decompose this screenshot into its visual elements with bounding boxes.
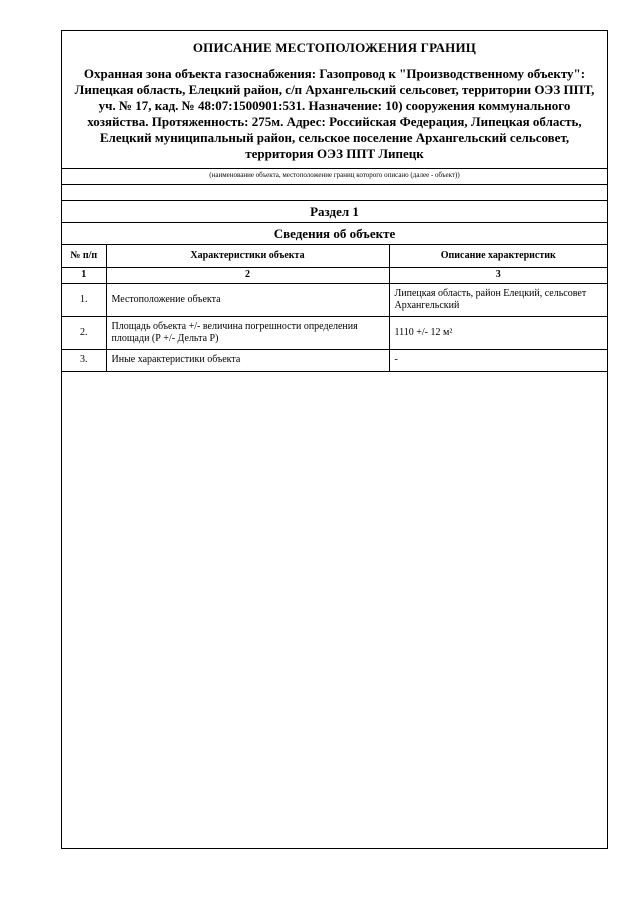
section-subtitle: Сведения об объекте	[62, 223, 607, 245]
row-description: -	[389, 349, 607, 371]
section-title: Раздел 1	[62, 201, 607, 223]
document-frame	[61, 30, 608, 849]
document-header	[62, 31, 607, 169]
row-description: 1110 +/- 12 м²	[389, 316, 607, 349]
table-row	[62, 316, 607, 349]
column-number-row	[62, 267, 607, 283]
header-characteristic: Характеристики объекта	[106, 245, 389, 267]
table-row	[62, 283, 607, 316]
object-description: Охранная зона объекта газоснабжения: Газопровод к "Производственному объекту": Липецкая область, Елецкий район, с/п Архангельский сельсовет, территории ОЭЗ ППТ, уч. № 17, кад. № 48:07:1500901:531. Назначение: 10) сооружения коммунального хозяйства. Протяженность: 275м. Адрес: Российская Федерация, Липецкая область, Елецкий муниципальный район, сельское поселение Архангельский сельсовет, территория ОЭЗ ППТ Липецк	[74, 66, 595, 161]
table-row	[62, 349, 607, 371]
column-number-3: 3	[389, 267, 607, 283]
row-characteristic: Местоположение объекта	[106, 283, 389, 316]
row-number: 2.	[62, 316, 106, 349]
table-header-row	[62, 245, 607, 267]
header-number: № п/п	[62, 245, 106, 267]
row-number: 1.	[62, 283, 106, 316]
spacer-row	[62, 185, 607, 201]
row-number: 3.	[62, 349, 106, 371]
row-description: Липецкая область, район Елецкий, сельсовет Архангельский	[389, 283, 607, 316]
header-description: Описание характеристик	[389, 245, 607, 267]
row-characteristic: Иные характеристики объекта	[106, 349, 389, 371]
object-note: (наименование объекта, местоположение границ которого описано (далее - объект))	[62, 169, 607, 185]
object-info-table	[62, 245, 607, 372]
column-number-1: 1	[62, 267, 106, 283]
document-title: ОПИСАНИЕ МЕСТОПОЛОЖЕНИЯ ГРАНИЦ	[192, 40, 477, 55]
column-number-2: 2	[106, 267, 389, 283]
row-characteristic: Площадь объекта +/- величина погрешности определения площади (Р +/- Дельта Р)	[106, 316, 389, 349]
